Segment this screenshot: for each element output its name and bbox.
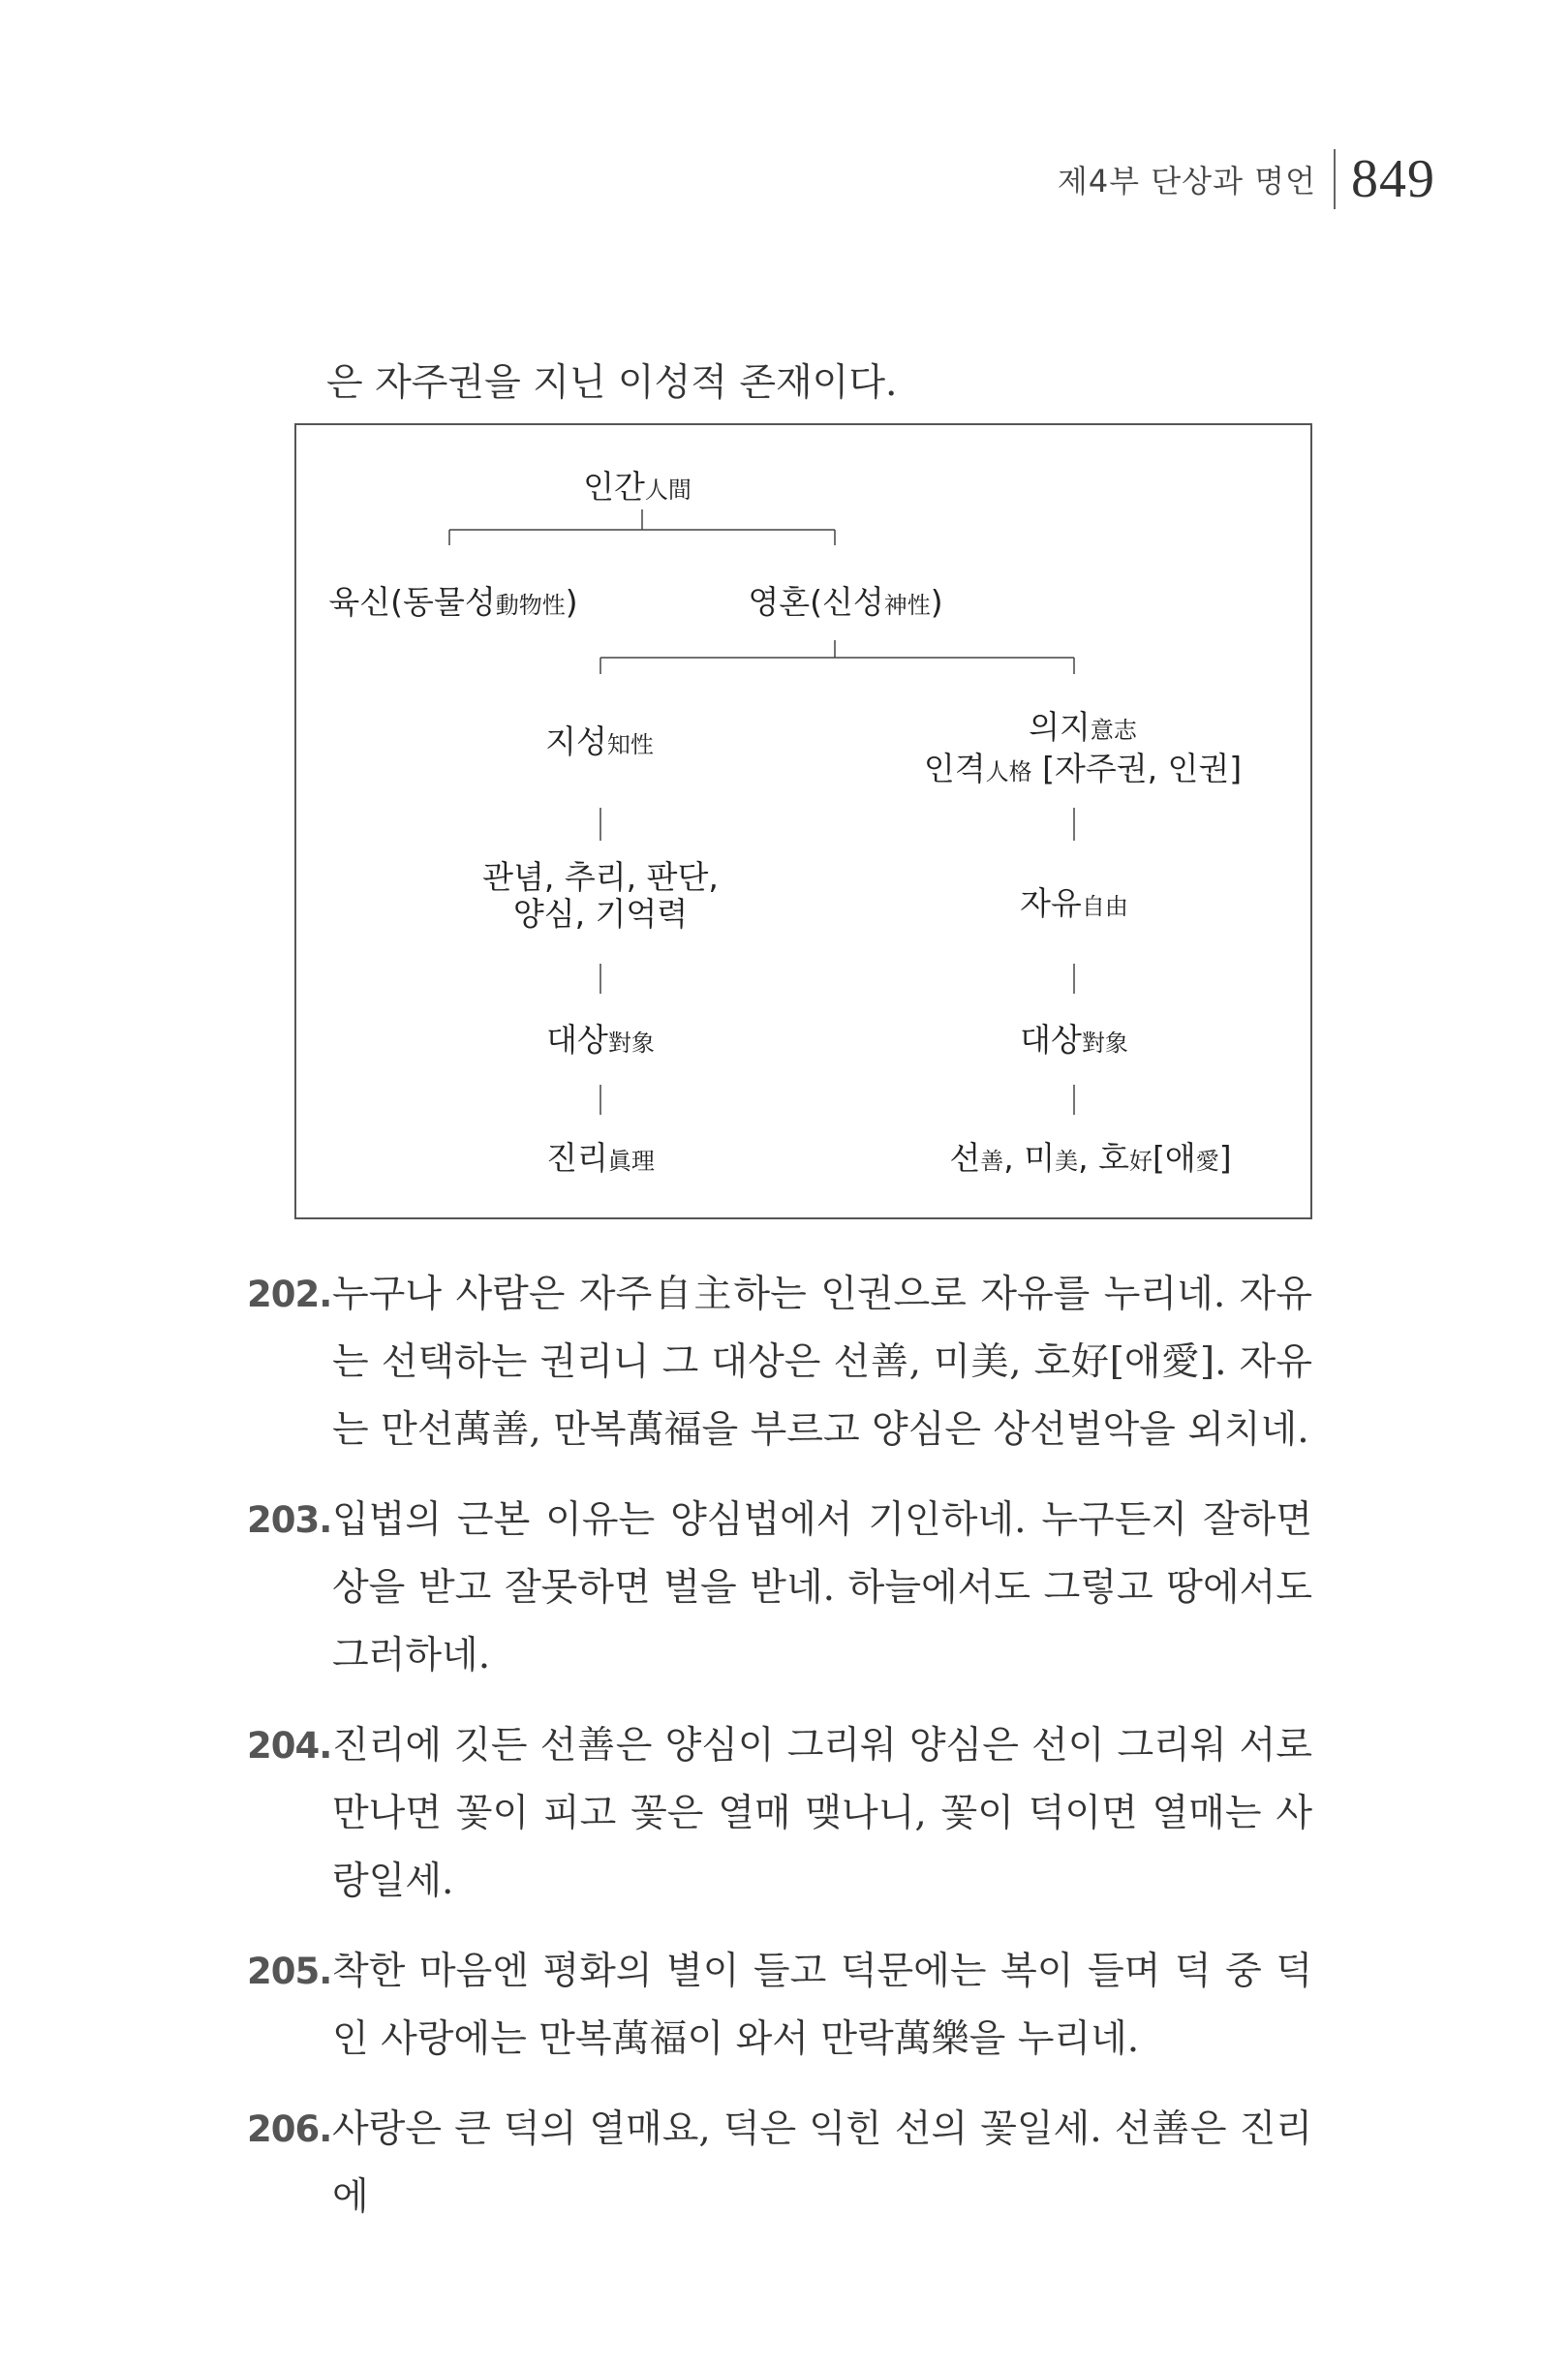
entry-number: 202.: [247, 1274, 332, 1315]
node-object-left: 대상對象: [546, 1021, 655, 1059]
node-human: 인간人間: [583, 468, 692, 506]
aphorism-list: [247, 1261, 1312, 2254]
node-object-right: 대상對象: [1020, 1021, 1128, 1059]
entry-text: 진리에 깃든 선善은 양심이 그리워 양심은 선이 그리워 서로 만나면 꽃이 피고 꽃은 열매 맺나니, 꽃이 덕이면 열매는 사랑일세.: [332, 1724, 1312, 1903]
aphorism-entry-205: [247, 1938, 1312, 2074]
node-values: 선善, 미美, 호好[애愛]: [949, 1139, 1232, 1177]
entry-number: 205.: [247, 1951, 332, 1992]
entry-text: 착한 마음엔 평화의 별이 들고 덕문에는 복이 들며 덕 중 덕인 사랑에는 만복萬福이 와서 만락萬樂을 누리네.: [332, 1950, 1312, 2061]
entry-text: 누구나 사람은 자주自主하는 인권으로 자유를 누리네. 자유는 선택하는 권리니 그 대상은 선善, 미美, 호好[애愛]. 자유는 만선萬善, 만복萬福을 부르고 양심은 상선벌악을 외치네.: [332, 1273, 1312, 1452]
node-soul: 영혼(신성神性): [748, 583, 943, 621]
entry-number: 203.: [247, 1499, 332, 1541]
aphorism-entry-203: [247, 1487, 1312, 1690]
node-body: 육신(동물성動物性): [328, 583, 578, 621]
human-nature-diagram: [294, 423, 1312, 1219]
node-will: [924, 708, 1242, 791]
node-will-line: 의지意志: [1029, 708, 1137, 746]
page-number: 849: [1351, 149, 1435, 209]
node-truth: 진리眞理: [546, 1139, 655, 1177]
entry-number: 206.: [247, 2108, 332, 2150]
chapter-title: 제4부 단상과 명언: [1057, 163, 1316, 200]
lead-sentence: 은 자주권을 지닌 이성적 존재이다.: [326, 361, 898, 405]
node-faculties: 관념, 추리, 판단, 양심, 기억력: [482, 858, 719, 933]
aphorism-entry-204: [247, 1712, 1312, 1916]
aphorism-entry-202: [247, 1261, 1312, 1464]
node-intellect: 지성知性: [545, 723, 654, 760]
node-personality-line: 인격人格 [자주권, 인권]: [923, 750, 1243, 787]
node-freedom: 자유自由: [1020, 884, 1128, 922]
running-header: [1058, 145, 1435, 213]
diagram-connectors: [296, 425, 1314, 1221]
aphorism-entry-206: [247, 2096, 1312, 2231]
entry-text: 입법의 근본 이유는 양심법에서 기인하네. 누구든지 잘하면 상을 받고 잘못하면 벌을 받네. 하늘에서도 그렇고 땅에서도 그러하네.: [332, 1498, 1312, 1677]
header-divider: [1334, 149, 1336, 209]
entry-text: 사랑은 큰 덕의 열매요, 덕은 익힌 선의 꽃일세. 선善은 진리에: [332, 2107, 1312, 2219]
entry-number: 204.: [247, 1725, 332, 1767]
